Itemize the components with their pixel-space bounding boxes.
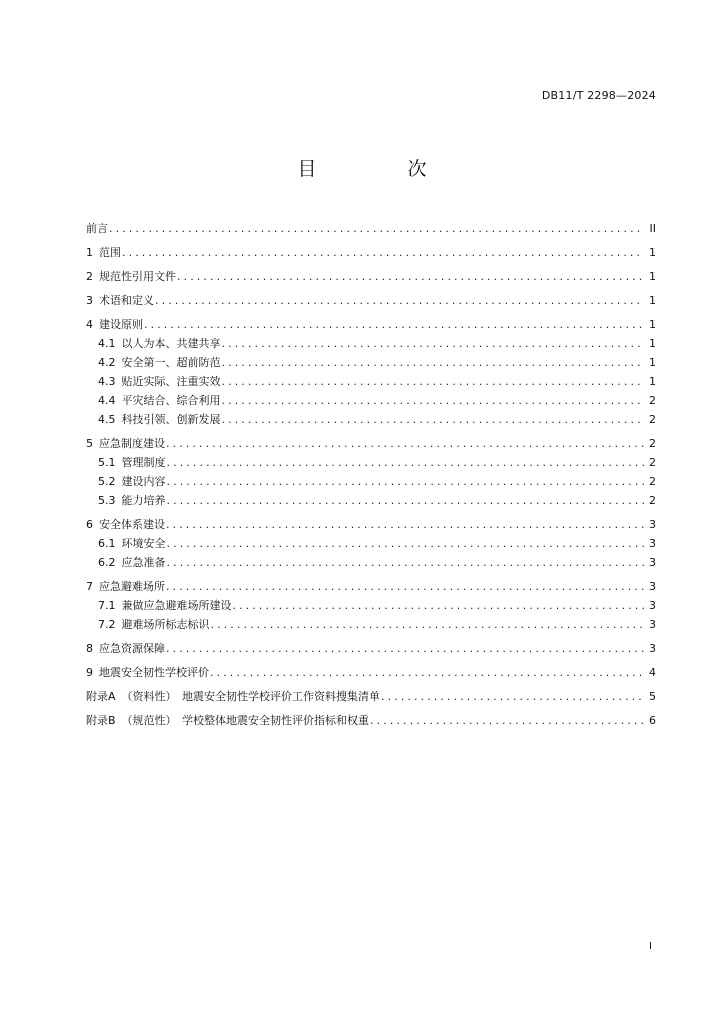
toc-entry-page: 2 <box>649 437 656 450</box>
toc-entry-number: 7 <box>86 580 93 593</box>
dot-leader <box>370 711 644 730</box>
dot-leader <box>211 615 645 634</box>
standard-code: DB11/T 2298—2024 <box>541 89 656 102</box>
toc-entry-page: II <box>649 222 656 235</box>
toc-entry-number: 4.5 <box>98 413 116 426</box>
toc-entry[interactable] <box>86 615 656 634</box>
toc-entry-label: 建设内容 <box>121 475 166 488</box>
toc-entry-text <box>98 596 232 615</box>
toc-entry-label: 避难场所标志标识 <box>121 618 210 631</box>
toc-entry[interactable] <box>86 639 656 658</box>
toc-entry-page: 1 <box>649 246 656 259</box>
dot-leader <box>381 687 644 706</box>
toc-entry[interactable] <box>86 372 656 391</box>
toc-entry[interactable] <box>86 334 656 353</box>
toc-entry-number: 4.4 <box>98 394 116 407</box>
toc-entry-page: 3 <box>649 580 656 593</box>
dot-leader <box>144 315 644 334</box>
toc-entry-label: 应急避难场所 <box>99 580 165 593</box>
toc-entry-page: 2 <box>649 413 656 426</box>
toc-entry-text <box>86 711 369 730</box>
toc-entry-number: 5 <box>86 437 93 450</box>
toc-entry-label: 应急制度建设 <box>99 437 165 450</box>
toc-entry-number: 6 <box>86 518 93 531</box>
toc-entry-label: 应急资源保障 <box>99 642 165 655</box>
toc-entry-page: 2 <box>649 475 656 488</box>
toc-entry-page: 1 <box>649 270 656 283</box>
toc-entry-label: 应急准备 <box>121 556 166 569</box>
toc-entry[interactable] <box>86 291 656 310</box>
toc-entry-number: 5.2 <box>98 475 116 488</box>
toc-entry[interactable] <box>86 410 656 429</box>
toc-entry-page: 3 <box>649 642 656 655</box>
toc-entry-page: 4 <box>649 666 656 679</box>
toc-entry-text <box>86 687 380 706</box>
toc-entry-text <box>86 663 209 682</box>
toc-entry-number: 5.1 <box>98 456 116 469</box>
toc-entry-number: 1 <box>86 246 93 259</box>
toc-entry-number: 4.1 <box>98 337 116 350</box>
toc-entry-number: 9 <box>86 666 93 679</box>
toc-entry-number: 4 <box>86 318 93 331</box>
toc-entry-text <box>98 410 221 429</box>
dot-leader <box>233 596 645 615</box>
toc-entry-number: 5.3 <box>98 494 116 507</box>
dot-leader <box>222 410 645 429</box>
toc-entry[interactable] <box>86 534 656 553</box>
toc-entry[interactable] <box>86 687 656 706</box>
toc-entry-text <box>98 472 166 491</box>
toc-entry-text <box>98 353 221 372</box>
toc-entry[interactable] <box>86 663 656 682</box>
toc-entry-label: 术语和定义 <box>99 294 154 307</box>
toc-entry-label: 管理制度 <box>121 456 166 469</box>
dot-leader <box>166 639 644 658</box>
table-of-contents <box>86 219 656 730</box>
dot-leader <box>122 243 644 262</box>
toc-entry[interactable] <box>86 472 656 491</box>
dot-leader <box>167 472 645 491</box>
toc-entry-text <box>98 553 166 572</box>
toc-entry-page: 3 <box>649 618 656 631</box>
dot-leader <box>222 334 645 353</box>
toc-entry-page: 6 <box>649 714 656 727</box>
toc-entry[interactable] <box>86 491 656 510</box>
toc-entry[interactable] <box>86 711 656 730</box>
toc-entry-text <box>86 243 121 262</box>
dot-leader <box>166 515 644 534</box>
toc-entry-text <box>86 577 165 596</box>
toc-entry-label: 贴近实际、注重实效 <box>121 375 221 388</box>
toc-entry-label: 范围 <box>99 246 121 259</box>
toc-entry-page: 1 <box>649 294 656 307</box>
toc-entry-number: 7.2 <box>98 618 116 631</box>
toc-entry-label: 安全第一、超前防范 <box>121 356 221 369</box>
toc-entry-label: （资料性） 地震安全韧性学校评价工作资料搜集清单 <box>121 690 381 703</box>
toc-entry-page: 2 <box>649 456 656 469</box>
dot-leader <box>222 353 645 372</box>
dot-leader <box>109 219 644 238</box>
toc-entry-text <box>98 334 221 353</box>
toc-entry-label: 以人为本、共建共享 <box>121 337 221 350</box>
toc-entry-page: 2 <box>649 494 656 507</box>
dot-leader <box>222 391 645 410</box>
page-number: I <box>649 941 652 952</box>
toc-entry-number: 附录B <box>86 714 116 727</box>
toc-entry-number: 3 <box>86 294 93 307</box>
toc-entry-text <box>98 615 210 634</box>
toc-entry-label: 规范性引用文件 <box>99 270 176 283</box>
toc-entry-number: 4.3 <box>98 375 116 388</box>
toc-entry-number: 8 <box>86 642 93 655</box>
toc-entry-page: 1 <box>649 337 656 350</box>
toc-entry-text <box>86 291 154 310</box>
toc-entry[interactable] <box>86 553 656 572</box>
toc-entry[interactable] <box>86 315 656 334</box>
dot-leader <box>167 491 645 510</box>
dot-leader <box>166 577 644 596</box>
toc-entry[interactable] <box>86 596 656 615</box>
toc-entry-label: 兼做应急避难场所建设 <box>121 599 232 612</box>
dot-leader <box>167 534 645 553</box>
dot-leader <box>210 663 644 682</box>
toc-entry-number: 7.1 <box>98 599 116 612</box>
toc-entry-label: 环境安全 <box>121 537 166 550</box>
toc-entry[interactable] <box>86 243 656 262</box>
dot-leader <box>167 453 645 472</box>
toc-entry-page: 3 <box>649 537 656 550</box>
toc-entry-text <box>86 219 108 238</box>
toc-entry[interactable] <box>86 391 656 410</box>
toc-entry-label: 能力培养 <box>121 494 166 507</box>
toc-entry-page: 3 <box>649 556 656 569</box>
toc-entry-page: 3 <box>649 599 656 612</box>
toc-entry-page: 3 <box>649 518 656 531</box>
toc-entry-label: 科技引领、创新发展 <box>121 413 221 426</box>
toc-entry-text <box>86 515 165 534</box>
toc-entry-page: 2 <box>649 394 656 407</box>
toc-entry-text <box>86 315 143 334</box>
toc-entry-page: 1 <box>649 375 656 388</box>
toc-entry[interactable] <box>86 219 656 238</box>
toc-entry-label: 平灾结合、综合利用 <box>121 394 221 407</box>
toc-entry[interactable] <box>86 267 656 286</box>
toc-entry-label: 地震安全韧性学校评价 <box>99 666 209 679</box>
toc-entry-text <box>98 372 221 391</box>
toc-entry-number: 附录A <box>86 690 116 703</box>
dot-leader <box>155 291 644 310</box>
toc-entry[interactable] <box>86 515 656 534</box>
toc-entry-page: 1 <box>649 318 656 331</box>
toc-entry-text <box>98 453 166 472</box>
toc-entry-label: 前言 <box>86 222 108 235</box>
toc-title: 目 次 <box>297 158 463 180</box>
toc-entry-text <box>86 434 165 453</box>
toc-entry-text <box>98 491 166 510</box>
toc-entry-label: 建设原则 <box>99 318 143 331</box>
dot-leader <box>177 267 644 286</box>
dot-leader <box>167 553 645 572</box>
toc-entry-text <box>98 534 166 553</box>
toc-entry-text <box>98 391 221 410</box>
toc-entry[interactable] <box>86 453 656 472</box>
toc-entry[interactable] <box>86 353 656 372</box>
dot-leader <box>166 434 644 453</box>
toc-entry-number: 6.2 <box>98 556 116 569</box>
toc-entry[interactable] <box>86 434 656 453</box>
toc-entry-page: 1 <box>649 356 656 369</box>
toc-entry-text <box>86 639 165 658</box>
toc-entry-number: 2 <box>86 270 93 283</box>
toc-entry-number: 6.1 <box>98 537 116 550</box>
toc-entry-page: 5 <box>649 690 656 703</box>
toc-entry-label: 安全体系建设 <box>99 518 165 531</box>
toc-entry-text <box>86 267 176 286</box>
toc-entry[interactable] <box>86 577 656 596</box>
dot-leader <box>222 372 645 391</box>
toc-entry-number: 4.2 <box>98 356 116 369</box>
toc-entry-label: （规范性） 学校整体地震安全韧性评价指标和权重 <box>121 714 370 727</box>
